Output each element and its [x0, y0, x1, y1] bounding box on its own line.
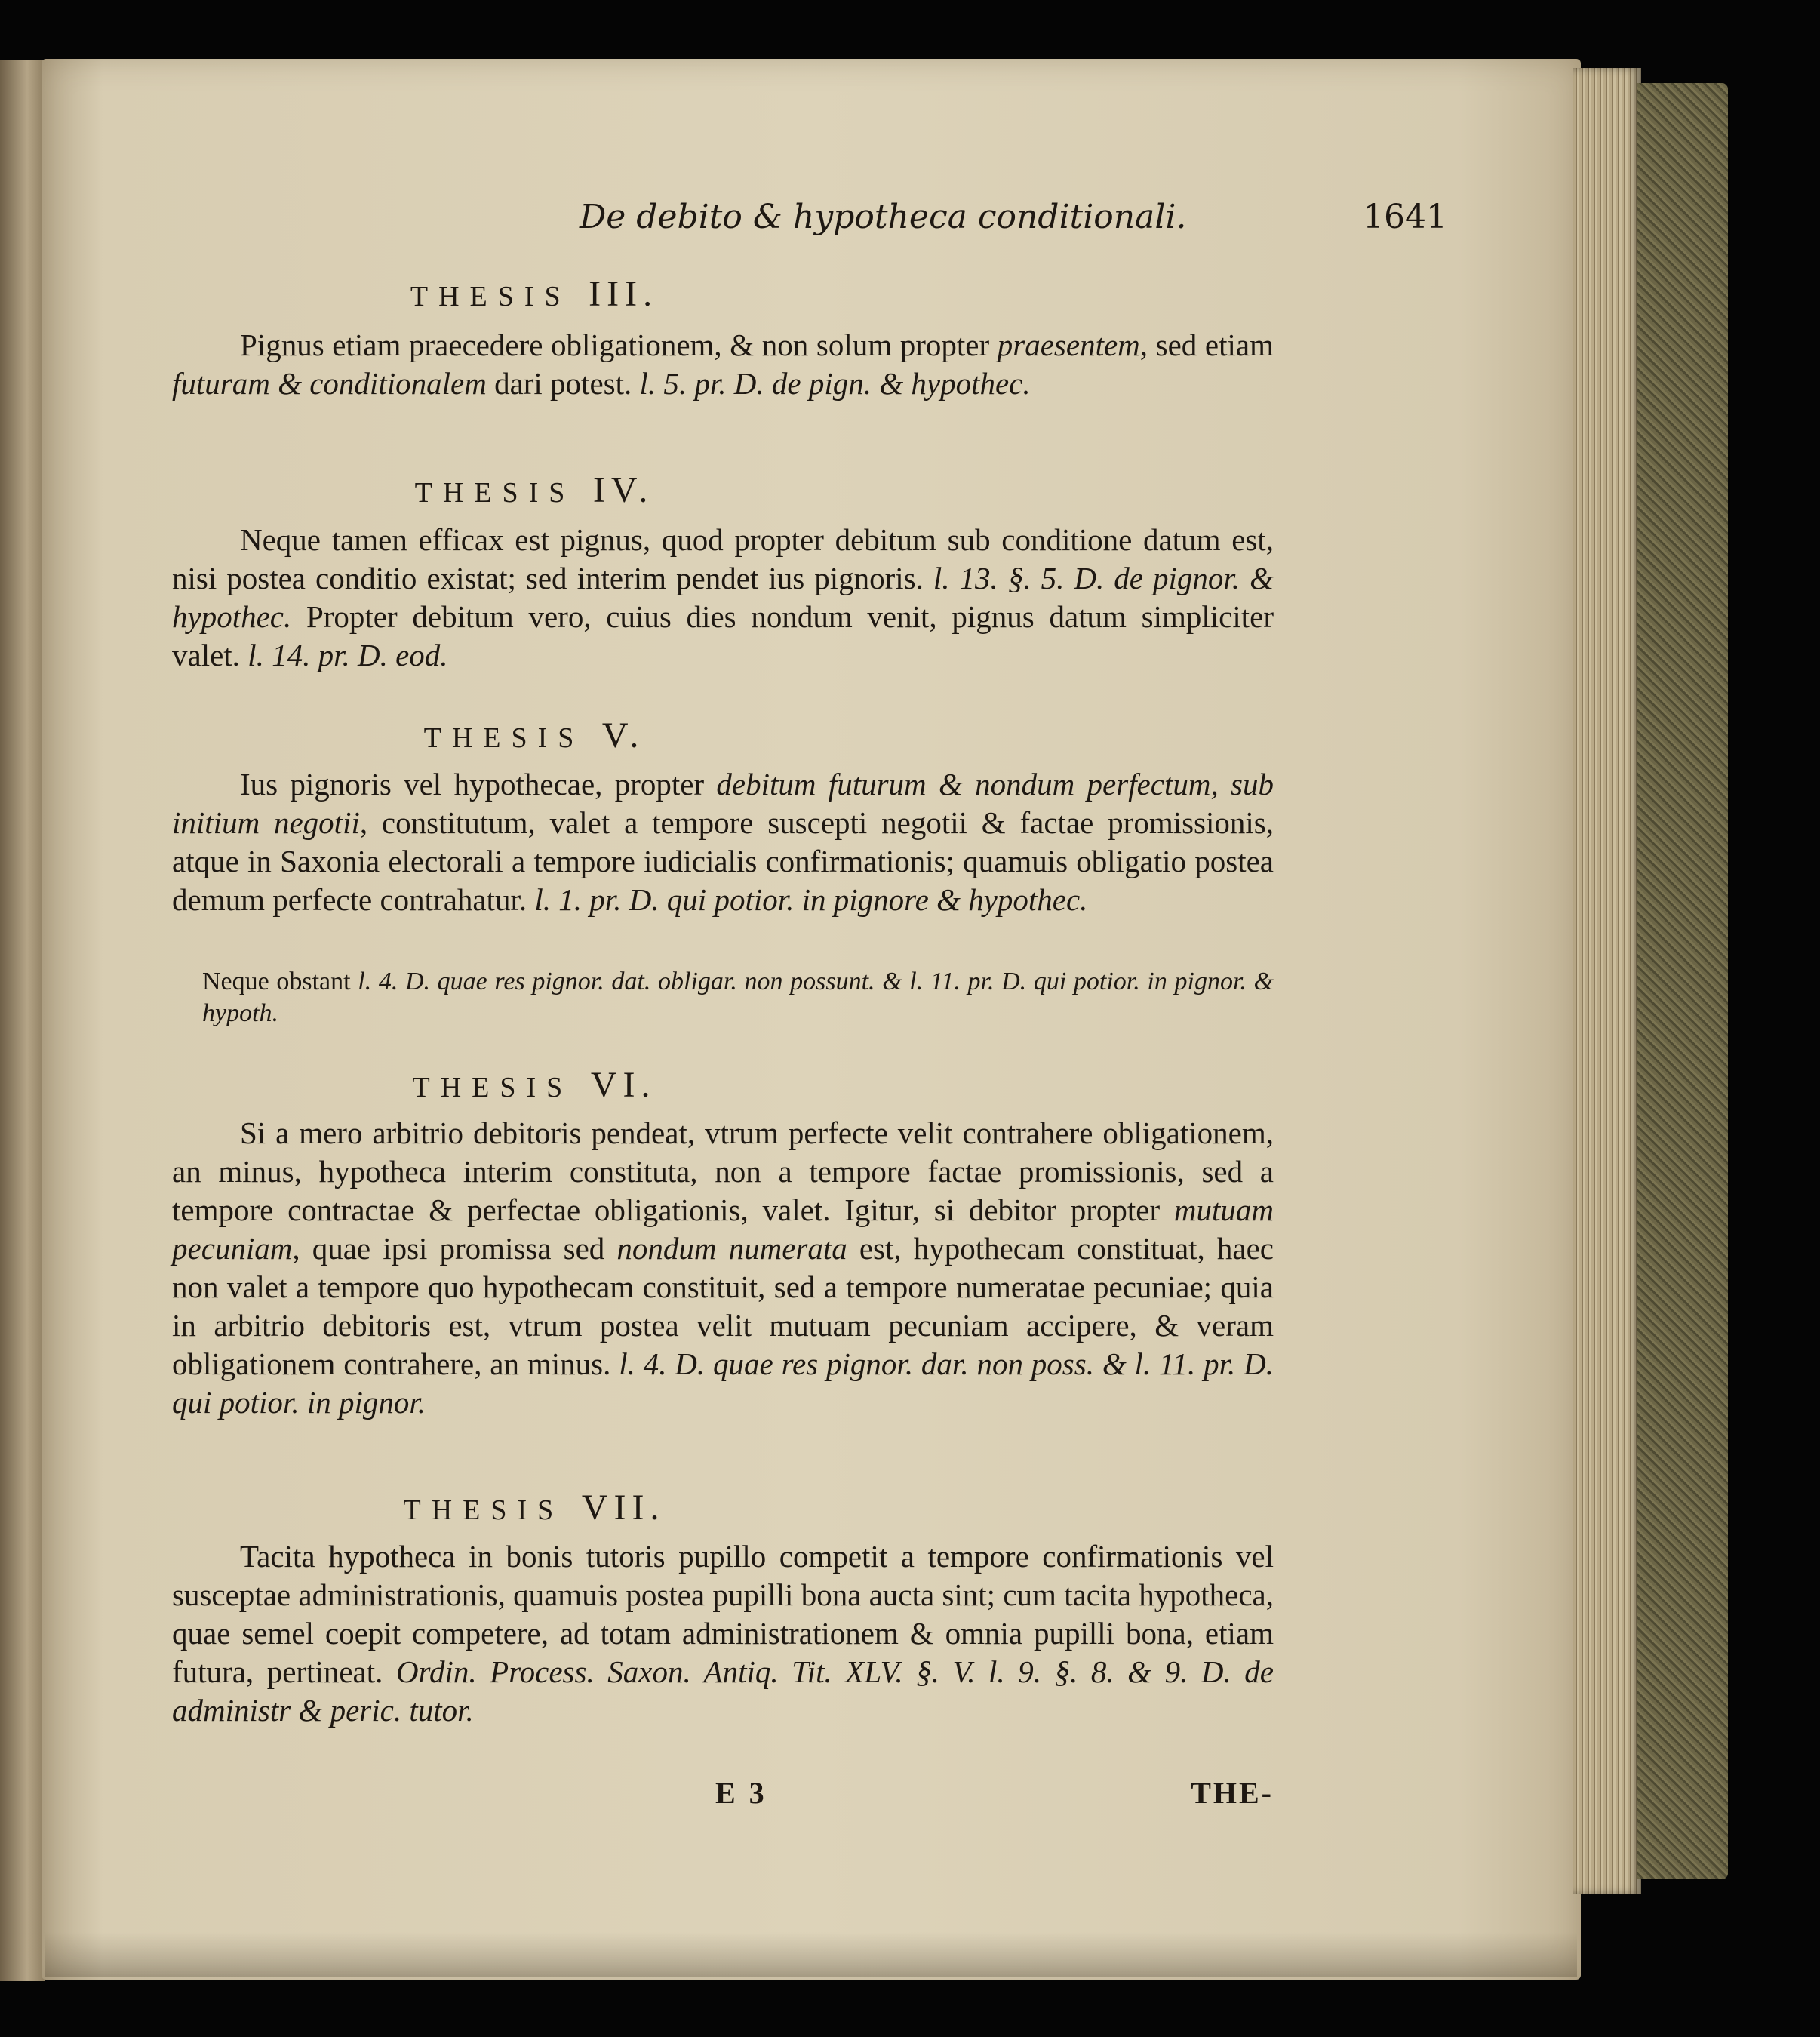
text-run: Neque tamen efficax est pignus, quod propter debitum sub conditione datum est, nisi postea conditio existat; sed interim pendet ius pignoris.: [172, 522, 1274, 595]
book-cover: [1637, 83, 1728, 1879]
heading-number: VII.: [581, 1488, 666, 1528]
citation: l. 4. D. quae res pignor. dat. obligar. non possunt. & l. 11. pr. D. qui potior. in pignor. & hypoth.: [202, 968, 1274, 1027]
heading-number: V.: [601, 715, 645, 755]
thesis-heading: [172, 1487, 896, 1528]
text-run: dari potest.: [486, 366, 640, 401]
running-head: [580, 198, 1447, 236]
heading-word: THESIS: [414, 477, 576, 509]
thesis-heading: [172, 469, 896, 511]
text-run: Pignus etiam praecedere obligationem, & non solum propter: [240, 328, 998, 362]
text-run: , quae ipsi promissa sed: [292, 1231, 617, 1266]
page-number: 1641: [1363, 198, 1447, 236]
text-run: Si a mero arbitrio debitoris pendeat, vtrum perfecte velit contrahere obligationem, an minus, hypotheca interim constituta, non a tempore factae promissionis, sed a tempore contractae & perfectae obligationis, valet. Igitur, si debitor propter: [172, 1115, 1274, 1227]
heading-number: III.: [589, 274, 659, 314]
page-block-edges: [1573, 68, 1641, 1894]
catchword: THE-: [1191, 1776, 1274, 1810]
text-run: , sed etiam: [1139, 328, 1274, 362]
facing-page-edge: [0, 60, 45, 1981]
heading-number: IV.: [592, 470, 654, 510]
italic-run: praesentem: [997, 328, 1140, 362]
signature-mark: E 3: [715, 1776, 767, 1810]
citation: l. 4. D. quae res pignor. dar. non poss. & l. 11. pr. D. qui potior. in pignor.: [172, 1346, 1274, 1420]
italic-run: mutuam pecuniam: [172, 1192, 1274, 1266]
page-shadow: [45, 1932, 1577, 1977]
heading-word: THESIS: [412, 1072, 573, 1103]
citation: Ordin. Process. Saxon. Antiq. Tit. XLV. §. V. l. 9. §. 8. & 9. D. de administr & peric. tutor.: [172, 1654, 1274, 1728]
text-run: Ius pignoris vel hypothecae, propter: [240, 767, 717, 802]
text-run: Tacita hypotheca in bonis tutoris pupillo competit a tempore confirmationis vel susceptae administrationis, quamuis postea pupilli bona aucta sint; cum tacita hypotheca, quae semel coepit competere, ad totam administrationem & omnia pupilli bona, etiam futura, pertineat.: [172, 1539, 1274, 1689]
thesis-note: [202, 966, 1274, 1029]
thesis-paragraph: [172, 521, 1274, 675]
italic-run: debitum futurum & nondum perfectum, sub initium negotii: [172, 767, 1274, 840]
citation: l. 14. pr. D. eod.: [247, 638, 448, 672]
text-run: est, hypothecam constituat, haec non valet a tempore quo hypothecam constituit, sed a tempore numeratae pecuniae; quia in arbitrio debitoris est, vtrum postea velit mutuam pecuniam accipere, & veram obligationem contrahere, an minus.: [172, 1231, 1274, 1381]
text-run: Propter debitum vero, cuius dies nondum venit, pignus datum simpliciter valet.: [172, 599, 1274, 672]
heading-word: THESIS: [403, 1494, 564, 1526]
thesis-paragraph: [172, 765, 1274, 919]
text-run: , constitutum, valet a tempore suscepti negotii & factae promissionis, atque in Saxonia electorali a tempore iudicialis confirmationis; quamuis obligatio postea demum perfecte contrahatur.: [172, 805, 1274, 917]
heading-word: THESIS: [423, 722, 585, 754]
citation: l. 5. pr. D. de pign. & hypothec.: [639, 366, 1031, 401]
thesis-heading: [172, 273, 896, 315]
thesis-paragraph: [172, 326, 1274, 403]
running-title: De debito & hypotheca conditionali.: [580, 198, 1187, 236]
citation: l. 1. pr. D. qui potior. in pignore & hypothec.: [534, 882, 1088, 917]
text-run: Neque obstant: [202, 968, 358, 995]
thesis-paragraph: [172, 1537, 1274, 1730]
heading-number: VI.: [590, 1065, 656, 1105]
thesis-heading: [172, 715, 896, 756]
thesis-heading: [172, 1064, 896, 1106]
italic-run: futuram & conditionalem: [172, 366, 487, 401]
italic-run: nondum numerata: [616, 1231, 847, 1266]
citation: l. 13. §. 5. D. de pignor. & hypothec.: [172, 561, 1274, 634]
heading-word: THESIS: [410, 281, 571, 312]
thesis-paragraph: [172, 1114, 1274, 1422]
